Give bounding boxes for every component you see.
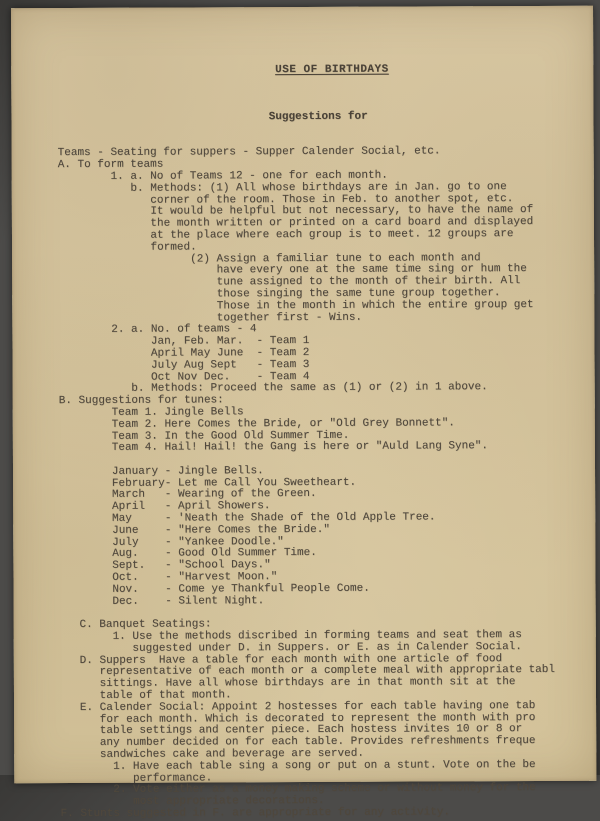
paper-page — [11, 6, 596, 821]
document-line: It would be helpful but not necessary, to have the name of — [57, 204, 534, 219]
document-line: sittings. Have all whose birthdays are in that month sit at the — [59, 676, 516, 691]
document-line: formed. — [58, 241, 197, 254]
title-row — [57, 52, 593, 90]
document-line: 2. a. No. of teams - 4 — [58, 323, 257, 337]
document-subtitle: Suggestions for — [268, 110, 368, 124]
document-line: performance. — [60, 772, 213, 785]
document-line: Oct. - "Harvest Moon." — [59, 571, 278, 585]
document-line: Teams - Seating for suppers - Supper Calender Social, etc. — [57, 145, 441, 160]
document-line: Nov. - Come ye Thankful People Come. — [59, 582, 370, 596]
document-line: Oct Nov Dec. - Team 4 — [58, 370, 310, 384]
document-line: 1. a. No of Teams 12 - one for each month. — [57, 169, 388, 184]
document-line: at the place where each group is to meet. 12 groups are — [57, 228, 514, 243]
document-line: Team 4. Hail! Hail! the Gang is here or "Auld Lang Syne". — [58, 440, 489, 455]
document-line: Those in the month in which the entire group get — [58, 298, 534, 313]
document-line: 1. Have each table sing a song or put on a stunt. Vote on the be — [60, 758, 536, 773]
document-line: table of that month. — [59, 689, 232, 703]
document-line: sandwiches cake and beverage are served. — [60, 747, 364, 762]
document-line: together first - Wins. — [58, 311, 363, 325]
document-line: January - Jingle Bells. — [59, 465, 264, 478]
document-line: A. To form teams — [57, 158, 164, 172]
document-line: any number decided on for each table. Provides refreshments freque — [60, 735, 536, 750]
document-line: C. Banquet Seatings: — [59, 618, 212, 632]
document-line: Team 3. In the Good Old Summer Time. — [58, 429, 350, 443]
document-line: E. Calender Social: Appoint 2 hostesses for each table having one tab — [60, 699, 536, 714]
document-line: June - "Here Comes the Bride." — [59, 523, 330, 537]
document-line: March - Wearing of the Green. — [59, 488, 317, 502]
document-line: April May June - Team 2 — [58, 346, 310, 360]
document-line: b. Methods: (1) All whose birthdays are in Jan. go to one — [57, 180, 507, 195]
document-line: tune assigned to the month of their birth. All — [58, 275, 521, 290]
document-line: most appropriate decorations. — [60, 795, 325, 809]
document-line: corner of the room. Those in Feb. to another spot, etc. — [57, 192, 514, 207]
document-line: Aug. - Good Old Summer Time. — [59, 547, 317, 561]
document-body — [58, 146, 597, 821]
document-line: the month written or printed on a card board and displayed — [57, 216, 534, 231]
document-title: USE OF BIRTHDAYS — [275, 63, 389, 76]
document-line: April - April Showers. — [59, 500, 271, 514]
document-line: Team 2. Here Comes the Bride, or "Old Grey Bonnett". — [58, 417, 455, 431]
document-line: representative of each month or a complete meal with appropriate tabl — [59, 664, 556, 679]
document-line: F. Stunts suggested in F. are appropriate for any activity. — [60, 806, 451, 821]
document-line: July Aug Sept - Team 3 — [58, 358, 310, 372]
document-line: July - "Yankee Doodle." — [59, 535, 284, 549]
document-line: (2) Assign a familiar tune to each month and — [58, 251, 481, 266]
document-line: 2. Vote either as a money making scheme or without money for the — [60, 782, 536, 797]
document-line: suggested under D. in Suppers. or E. as in Calender Social. — [59, 640, 522, 655]
document-line: have every one at the same time sing or hum the — [58, 263, 527, 278]
subtitle-row — [57, 99, 593, 137]
document-line: 1. Use the methods discribed in forming teams and seat them as — [59, 629, 522, 644]
document-line: Team 1. Jingle Bells — [58, 406, 244, 419]
document-line: Dec. - Silent Night. — [59, 594, 265, 608]
document-line: February- Let me Call You Sweetheart. — [59, 476, 357, 490]
document-line: D. Suppers Have a table for each month with one article of food — [59, 652, 503, 667]
typewritten-document — [11, 6, 597, 821]
document-line: table settings and center piece. Each hostess invites 10 or 8 or — [60, 723, 523, 738]
document-line: Jan, Feb. Mar. - Team 1 — [58, 335, 310, 349]
document-line: b. Methods: Proceed the same as (1) or (2) in 1 above. — [58, 381, 488, 396]
document-line: Sept. - "School Days." — [59, 559, 271, 573]
document-line: for each month. Which is decorated to represent the month with pro — [60, 711, 536, 726]
document-line: those singing the same tune group together. — [58, 287, 501, 302]
document-line: B. Suggestions for tunes: — [58, 394, 224, 408]
document-line: May - 'Neath the Shade of the Old Apple Tree. — [59, 511, 436, 526]
